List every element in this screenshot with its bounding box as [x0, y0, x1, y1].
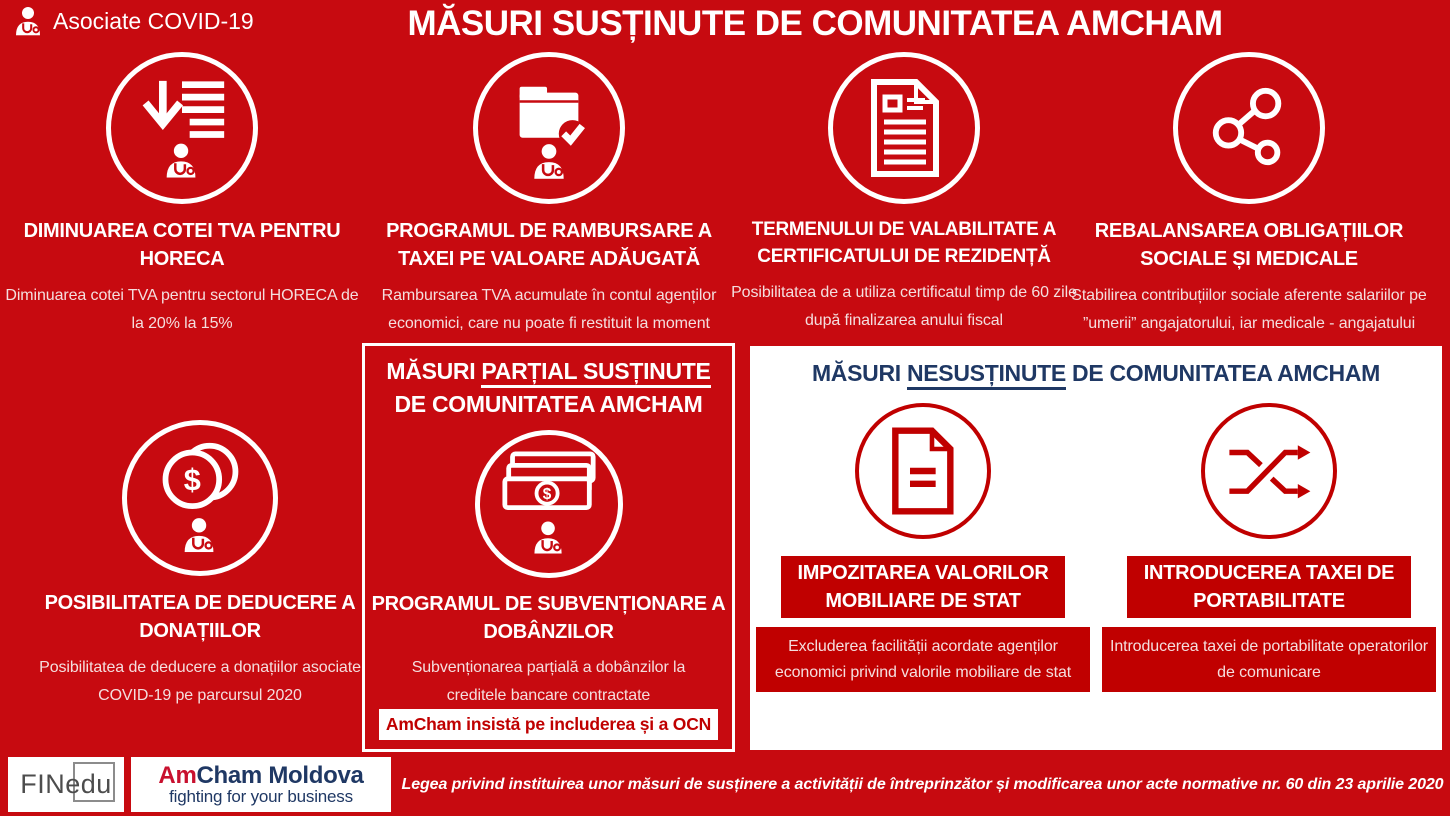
measure-rebalance-contributions: [1050, 52, 1448, 338]
coins-doctor-icon: [122, 420, 278, 576]
title-underlined: PARȚIAL SUSȚINUTE: [481, 358, 710, 388]
not-supported-section: [750, 346, 1442, 750]
not-supported-title: [812, 360, 1380, 387]
measure-donations-deduction: [25, 420, 375, 710]
list-decrease-doctor-icon: [106, 52, 258, 204]
measure-heading: POSIBILITATEA DE DEDUCERE A DONAȚIILOR: [44, 592, 356, 642]
measure-heading: PROGRAMUL DE RAMBURSARE A TAXEI PE VALOARE ADĂUGATĂ: [386, 220, 712, 270]
banknotes-doctor-icon: [475, 430, 623, 578]
title-pre: MĂSURI: [811, 360, 907, 386]
measure-description: Stabilirea contribuțiilor sociale aferente salariilor pe ”umerii” angajatorului, iar medicale - angajatului: [1071, 287, 1427, 332]
amcham-logo-cham: Cham Moldova: [196, 761, 364, 789]
measure-description: Subvenționarea parțială a dobânzilor la creditele bancare contractate: [411, 658, 686, 704]
amcham-tagline: fighting for your business: [169, 787, 353, 807]
measure-description: Introducerea taxei de portabilitate operatorilor de comunicare: [1102, 627, 1436, 692]
measure-description: Excluderea facilității acordate agenților economici privind valorile mobiliare de stat: [756, 627, 1090, 692]
measure-heading: IMPOZITAREA VALORILOR MOBILIARE DE STAT: [781, 556, 1065, 618]
not-supported-item-state-securities: [750, 403, 1096, 692]
measure-vat-horeca: [2, 52, 362, 338]
measure-heading: REBALANSAREA OBLIGAȚIILOR SOCIALE ȘI MEDICALE: [1094, 220, 1404, 270]
doctor-icon: [12, 6, 44, 36]
measure-description: Diminuarea cotei TVA pentru sectorul HORECA de la 20% la 15%: [5, 287, 359, 332]
share-network-icon: [1173, 52, 1325, 204]
finedu-logo-text: FINedu: [20, 769, 112, 799]
svg-text:$: $: [542, 485, 551, 503]
title-underlined: NESUSȚINUTE: [907, 360, 1066, 390]
ocn-note: AmCham insistă pe includerea și a OCN: [379, 709, 718, 740]
measure-heading: INTRODUCEREA TAXEI DE PORTABILITATE: [1127, 556, 1411, 618]
measure-description: Posibilitatea de deducere a donațiilor asociate COVID-19 pe parcursul 2020: [39, 659, 361, 704]
shuffle-arrows-icon: [1201, 403, 1337, 539]
title-pre: MĂSURI: [386, 358, 482, 384]
measure-heading: PROGRAMUL DE SUBVENȚIONARE A DOBÂNZILOR: [371, 592, 726, 643]
amcham-logo-name: [158, 763, 363, 788]
partially-supported-title: [386, 355, 710, 422]
measure-description: Rambursarea TVA acumulate în contul agenților economici, care nu poate fi restituit la moment: [381, 287, 717, 332]
measure-description: Posibilitatea de a utiliza certificatul timp de 60 zile după finalizarea anului fiscal: [731, 284, 1077, 330]
certificate-document-icon: [828, 52, 980, 204]
amcham-logo: [131, 757, 391, 812]
measure-heading: DIMINUAREA COTEI TVA PENTRU HORECA: [23, 220, 341, 270]
covid-badge-label: Asociate COVID-19: [53, 7, 254, 34]
page-title: MĂSURI SUSȚINUTE DE COMUNITATEA AMCHAM: [407, 4, 1223, 43]
folder-check-doctor-icon: [473, 52, 625, 204]
measure-residence-certificate: [728, 52, 1080, 335]
measure-vat-refund: [362, 52, 736, 338]
finedu-logo: [8, 757, 124, 812]
svg-text:$: $: [183, 463, 201, 498]
legal-note: Legea privind instituirea unor măsuri de susținere a activității de întreprinzător și modificarea unor acte normative nr. 60 din 23 aprilie 2020: [401, 775, 1444, 793]
not-supported-item-portability-tax: [1096, 403, 1442, 692]
title-line2: DE COMUNITATEA AMCHAM: [394, 391, 703, 418]
partially-supported-section: [362, 343, 735, 752]
title-post: DE COMUNITATEA AMCHAM: [1065, 360, 1381, 386]
measure-heading: TERMENULUI DE VALABILITATE A CERTIFICATULUI DE REZIDENȚĂ: [751, 219, 1057, 267]
state-document-icon: [855, 403, 991, 539]
amcham-logo-am: Am: [158, 761, 197, 789]
